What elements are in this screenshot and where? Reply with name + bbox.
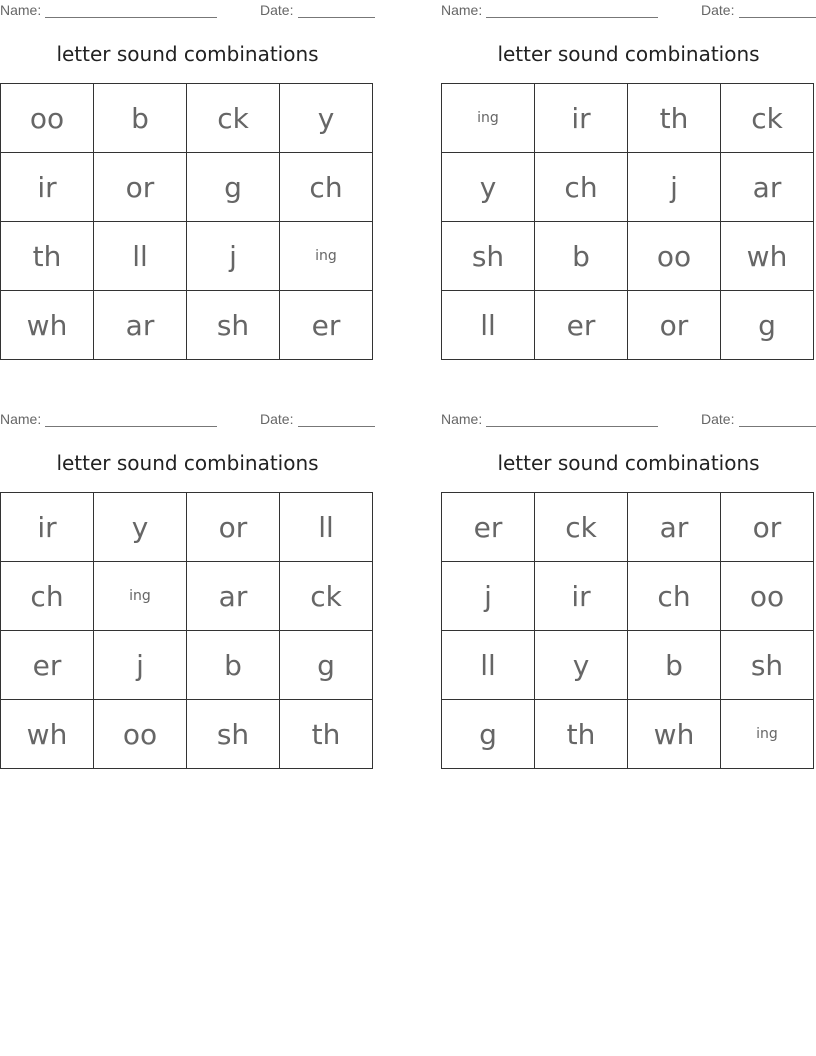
grid-cell: ck [280, 562, 373, 631]
grid-cell: or [628, 291, 721, 360]
grid-cell: oo [94, 700, 187, 769]
bingo-grid [0, 492, 373, 769]
grid-cell: wh [1, 700, 94, 769]
grid-row [442, 291, 814, 360]
grid-cell: j [94, 631, 187, 700]
date-label: Date: [701, 2, 735, 18]
grid-cell: or [721, 493, 814, 562]
grid-cell: sh [442, 222, 535, 291]
grid-cell: or [94, 153, 187, 222]
date-label: Date: [260, 411, 294, 427]
name-line [45, 426, 217, 427]
date-label: Date: [260, 2, 294, 18]
grid-row [442, 700, 814, 769]
name-line [486, 426, 658, 427]
grid-cell: y [94, 493, 187, 562]
name-label: Name: [0, 411, 42, 427]
grid-cell: th [1, 222, 94, 291]
name-date-bar [441, 411, 816, 429]
grid-cell: ing [721, 700, 814, 769]
bingo-grid [441, 83, 814, 360]
grid-row [442, 631, 814, 700]
grid-cell: ch [1, 562, 94, 631]
card-title: letter sound combinations [56, 451, 319, 475]
grid-row [442, 562, 814, 631]
name-label: Name: [441, 2, 483, 18]
bingo-card-2 [441, 0, 816, 370]
grid-cell: ll [442, 631, 535, 700]
grid-cell: ing [94, 562, 187, 631]
grid-row [442, 493, 814, 562]
grid-cell: g [721, 291, 814, 360]
grid-cell: b [535, 222, 628, 291]
grid-cell: j [442, 562, 535, 631]
grid-cell: wh [628, 700, 721, 769]
grid-row [442, 222, 814, 291]
grid-cell: j [187, 222, 280, 291]
grid-cell: er [1, 631, 94, 700]
grid-cell: wh [721, 222, 814, 291]
name-date-bar [0, 2, 375, 20]
grid-row [442, 84, 814, 153]
grid-cell: ing [280, 222, 373, 291]
grid-cell: ir [535, 84, 628, 153]
grid-cell: ir [535, 562, 628, 631]
grid-cell: er [535, 291, 628, 360]
grid-cell: j [628, 153, 721, 222]
date-line [739, 17, 816, 18]
grid-cell: ch [280, 153, 373, 222]
date-line [739, 426, 816, 427]
grid-cell: er [280, 291, 373, 360]
grid-row [1, 222, 373, 291]
grid-cell: sh [721, 631, 814, 700]
grid-cell: ir [1, 493, 94, 562]
grid-cell: er [442, 493, 535, 562]
bingo-card-4 [441, 409, 816, 779]
grid-cell: y [535, 631, 628, 700]
grid-row [1, 84, 373, 153]
bingo-card-3 [0, 409, 375, 779]
grid-cell: b [187, 631, 280, 700]
grid-cell: th [628, 84, 721, 153]
grid-cell: ch [535, 153, 628, 222]
name-line [45, 17, 217, 18]
grid-cell: th [535, 700, 628, 769]
bingo-grid [0, 83, 373, 360]
grid-cell: g [187, 153, 280, 222]
grid-cell: y [442, 153, 535, 222]
grid-cell: g [280, 631, 373, 700]
grid-cell: ck [187, 84, 280, 153]
card-title: letter sound combinations [497, 42, 760, 66]
grid-cell: oo [628, 222, 721, 291]
name-label: Name: [0, 2, 42, 18]
date-line [298, 17, 375, 18]
grid-cell: oo [1, 84, 94, 153]
grid-row [1, 631, 373, 700]
name-line [486, 17, 658, 18]
grid-cell: ll [442, 291, 535, 360]
grid-cell: ll [280, 493, 373, 562]
date-label: Date: [701, 411, 735, 427]
grid-cell: ck [535, 493, 628, 562]
grid-cell: g [442, 700, 535, 769]
grid-cell: y [280, 84, 373, 153]
grid-cell: wh [1, 291, 94, 360]
grid-cell: b [94, 84, 187, 153]
grid-cell: ing [442, 84, 535, 153]
name-label: Name: [441, 411, 483, 427]
grid-cell: ck [721, 84, 814, 153]
grid-cell: ir [1, 153, 94, 222]
grid-row [1, 291, 373, 360]
name-date-bar [0, 411, 375, 429]
grid-cell: sh [187, 700, 280, 769]
grid-row [1, 493, 373, 562]
card-title: letter sound combinations [56, 42, 319, 66]
name-date-bar [441, 2, 816, 20]
grid-cell: oo [721, 562, 814, 631]
grid-row [1, 562, 373, 631]
bingo-grid [441, 492, 814, 769]
grid-cell: th [280, 700, 373, 769]
grid-row [1, 700, 373, 769]
grid-cell: ar [721, 153, 814, 222]
bingo-card-1 [0, 0, 375, 370]
grid-cell: sh [187, 291, 280, 360]
date-line [298, 426, 375, 427]
grid-cell: ch [628, 562, 721, 631]
grid-cell: or [187, 493, 280, 562]
grid-cell: b [628, 631, 721, 700]
grid-cell: ar [187, 562, 280, 631]
card-title: letter sound combinations [497, 451, 760, 475]
grid-cell: ar [628, 493, 721, 562]
grid-cell: ll [94, 222, 187, 291]
grid-row [1, 153, 373, 222]
grid-cell: ar [94, 291, 187, 360]
grid-row [442, 153, 814, 222]
